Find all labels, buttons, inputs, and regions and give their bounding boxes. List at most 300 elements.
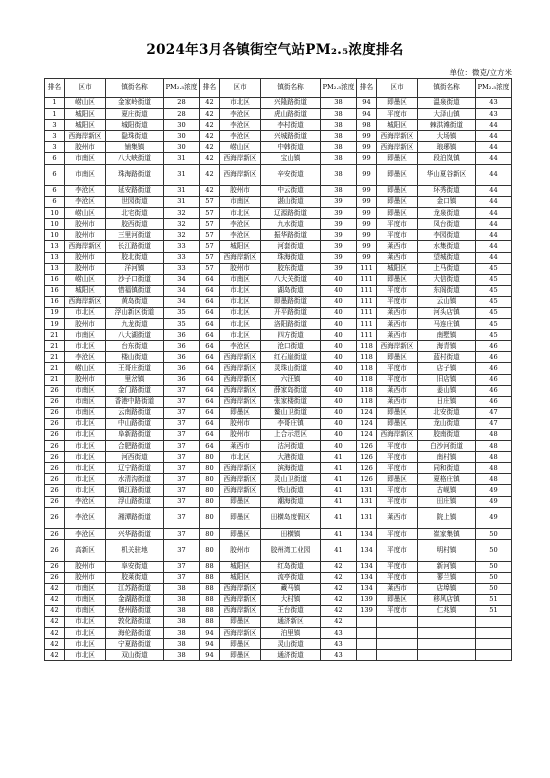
header-district: 区市 <box>65 79 106 98</box>
table-row <box>45 572 512 583</box>
town-cell: 金口镇 <box>418 197 476 208</box>
district-cell: 胶州市 <box>65 319 106 330</box>
pm25-cell: 44 <box>476 252 512 263</box>
district-cell: 胶州市 <box>65 561 106 572</box>
town-cell: 龙山街道 <box>418 418 476 429</box>
pm25-cell: 42 <box>321 572 357 583</box>
pm25-cell: 48 <box>476 452 512 463</box>
district-cell: 平度市 <box>377 219 418 230</box>
rank-cell: 42 <box>45 628 65 639</box>
pm25-cell: 41 <box>321 474 357 485</box>
town-cell: 登州路街道 <box>106 605 164 616</box>
district-cell: 即墨区 <box>377 407 418 418</box>
town-cell: 滨海街道 <box>261 463 321 474</box>
pm25-cell: 41 <box>321 507 357 528</box>
town-cell: 楼山街道 <box>106 352 164 363</box>
pm25-cell: 40 <box>321 274 357 285</box>
district-cell: 平度市 <box>377 463 418 474</box>
rank-cell: 131 <box>357 496 377 507</box>
pm25-cell: 32 <box>164 219 200 230</box>
district-cell: 即墨区 <box>220 617 261 628</box>
town-cell: 店子镇 <box>418 363 476 374</box>
rank-cell: 26 <box>45 474 65 485</box>
rank-cell: 42 <box>200 131 220 142</box>
table-row <box>45 219 512 230</box>
rank-cell: 64 <box>200 285 220 296</box>
pm25-cell: 42 <box>321 594 357 605</box>
district-cell: 西海岸新区 <box>65 241 106 252</box>
town-cell: 洛阳路街道 <box>261 319 321 330</box>
pm25-cell: 37 <box>164 418 200 429</box>
town-cell: 大泽山镇 <box>418 109 476 120</box>
table-row <box>45 374 512 385</box>
town-cell: 李村街道 <box>261 120 321 131</box>
town-cell <box>418 628 476 639</box>
town-cell <box>418 650 476 661</box>
district-cell: 市北区 <box>220 285 261 296</box>
town-cell: 大村镇 <box>261 594 321 605</box>
pm25-cell: 43 <box>476 109 512 120</box>
town-cell: 南村镇 <box>418 452 476 463</box>
town-cell: 兴城路街道 <box>261 131 321 142</box>
pm25-cell: 40 <box>321 341 357 352</box>
district-cell: 平度市 <box>377 496 418 507</box>
rank-cell: 111 <box>357 274 377 285</box>
pm25-cell: 44 <box>476 185 512 196</box>
pm25-cell: 37 <box>164 452 200 463</box>
town-cell: 鳌山卫街道 <box>261 407 321 418</box>
district-cell: 市北区 <box>65 341 106 352</box>
town-cell: 延安路街道 <box>106 185 164 196</box>
town-cell: 机关驻地 <box>106 540 164 561</box>
town-cell: 辽源路街道 <box>261 208 321 219</box>
district-cell: 平度市 <box>377 529 418 540</box>
header-district: 区市 <box>377 79 418 98</box>
town-cell <box>418 639 476 650</box>
town-cell: 北宅街道 <box>106 208 164 219</box>
pm25-cell: 36 <box>164 341 200 352</box>
pm25-cell: 50 <box>476 583 512 594</box>
pm25-cell: 41 <box>321 452 357 463</box>
pm25-cell: 51 <box>476 605 512 616</box>
rank-cell: 111 <box>357 330 377 341</box>
table-row <box>45 496 512 507</box>
table-row <box>45 296 512 307</box>
rank-cell: 99 <box>357 153 377 164</box>
district-cell: 平度市 <box>377 285 418 296</box>
rank-cell: 64 <box>200 374 220 385</box>
town-cell: 胶东街道 <box>261 263 321 274</box>
rank-cell: 111 <box>357 285 377 296</box>
pm25-cell: 42 <box>321 561 357 572</box>
rank-cell: 118 <box>357 396 377 407</box>
town-cell: 沙子口街道 <box>106 274 164 285</box>
table-row <box>45 474 512 485</box>
town-cell: 夏庄街道 <box>106 109 164 120</box>
rank-cell: 26 <box>45 572 65 583</box>
rank-cell: 42 <box>200 164 220 185</box>
town-cell: 八大关街道 <box>261 274 321 285</box>
rank-cell: 80 <box>200 485 220 496</box>
pm25-cell <box>476 628 512 639</box>
pm25-cell: 39 <box>321 197 357 208</box>
rank-cell: 57 <box>200 252 220 263</box>
pm25-cell: 36 <box>164 363 200 374</box>
district-cell: 胶州市 <box>65 219 106 230</box>
pm25-cell: 46 <box>476 374 512 385</box>
pm25-cell: 42 <box>321 617 357 628</box>
pm25-cell: 41 <box>321 540 357 561</box>
pm25-cell: 46 <box>476 352 512 363</box>
rank-cell: 131 <box>357 485 377 496</box>
pm25-cell: 49 <box>476 485 512 496</box>
district-cell: 市北区 <box>220 98 261 109</box>
pm25-cell: 38 <box>164 605 200 616</box>
table-row <box>45 396 512 407</box>
pm25-cell: 51 <box>476 594 512 605</box>
district-cell: 市北区 <box>65 639 106 650</box>
district-cell: 莱西市 <box>377 330 418 341</box>
pm25-cell: 37 <box>164 572 200 583</box>
town-cell: 世园街道 <box>106 197 164 208</box>
pm25-cell: 40 <box>321 407 357 418</box>
town-cell: 阜新路街道 <box>106 430 164 441</box>
district-cell: 胶州市 <box>65 142 106 153</box>
district-cell: 平度市 <box>377 561 418 572</box>
rank-cell: 26 <box>45 496 65 507</box>
rank-cell <box>357 617 377 628</box>
town-cell: 大场镇 <box>418 131 476 142</box>
rank-cell: 26 <box>45 441 65 452</box>
district-cell: 胶州市 <box>65 374 106 385</box>
town-cell: 北安街道 <box>418 407 476 418</box>
town-cell: 合肥路街道 <box>106 441 164 452</box>
pm25-cell: 30 <box>164 142 200 153</box>
pm25-cell: 45 <box>476 274 512 285</box>
rank-cell: 99 <box>357 230 377 241</box>
rank-cell: 64 <box>200 441 220 452</box>
pm25-cell <box>476 617 512 628</box>
rank-cell: 118 <box>357 363 377 374</box>
district-cell: 市北区 <box>65 474 106 485</box>
pm25-cell: 46 <box>476 396 512 407</box>
district-cell: 市南区 <box>65 583 106 594</box>
town-cell: 镇江路街道 <box>106 485 164 496</box>
town-cell: 蓝村街道 <box>418 352 476 363</box>
town-cell: 海伦路街道 <box>106 628 164 639</box>
district-cell: 即墨区 <box>377 274 418 285</box>
rank-cell: 118 <box>357 385 377 396</box>
table-row <box>45 463 512 474</box>
rank-cell: 99 <box>357 208 377 219</box>
pm25-cell: 44 <box>476 120 512 131</box>
district-cell: 平度市 <box>377 109 418 120</box>
pm25-cell: 40 <box>321 319 357 330</box>
town-cell: 王台街道 <box>261 605 321 616</box>
district-cell: 胶州市 <box>220 263 261 274</box>
pm25-cell: 48 <box>476 463 512 474</box>
town-cell: 胶南街道 <box>418 430 476 441</box>
table-row <box>45 430 512 441</box>
district-cell: 即墨区 <box>377 418 418 429</box>
district-cell: 市南区 <box>65 330 106 341</box>
rank-cell: 10 <box>45 208 65 219</box>
rank-cell: 99 <box>357 131 377 142</box>
rank-cell: 98 <box>357 120 377 131</box>
rank-cell <box>357 639 377 650</box>
pm25-cell: 37 <box>164 441 200 452</box>
district-cell: 即墨区 <box>220 507 261 528</box>
district-cell: 西海岸新区 <box>220 485 261 496</box>
pm25-cell: 38 <box>164 639 200 650</box>
town-cell: 流亭街道 <box>261 572 321 583</box>
pm25-cell: 45 <box>476 307 512 318</box>
district-cell: 西海岸新区 <box>220 374 261 385</box>
rank-cell: 111 <box>357 319 377 330</box>
town-cell: 三里河街道 <box>106 230 164 241</box>
district-cell: 胶州市 <box>65 252 106 263</box>
town-cell: 李哥庄镇 <box>261 418 321 429</box>
rank-cell: 13 <box>45 252 65 263</box>
rank-cell: 42 <box>45 594 65 605</box>
table-row <box>45 164 512 185</box>
district-cell: 城阳区 <box>220 561 261 572</box>
town-cell: 大港街道 <box>261 452 321 463</box>
pm25-cell: 30 <box>164 131 200 142</box>
pm25-cell: 44 <box>476 230 512 241</box>
district-cell: 城阳区 <box>220 572 261 583</box>
district-cell: 平度市 <box>377 605 418 616</box>
rank-cell: 64 <box>200 363 220 374</box>
pm25-cell: 32 <box>164 230 200 241</box>
pm25-cell: 31 <box>164 185 200 196</box>
town-cell: 云南路街道 <box>106 407 164 418</box>
district-cell <box>377 628 418 639</box>
pm25-cell: 40 <box>321 296 357 307</box>
rank-cell: 26 <box>45 485 65 496</box>
pm25-cell: 44 <box>476 153 512 164</box>
unit-label: 单位：微克/立方米 <box>449 68 512 77</box>
district-cell: 即墨区 <box>377 164 418 185</box>
town-cell: 台东街道 <box>106 341 164 352</box>
district-cell: 平度市 <box>377 485 418 496</box>
pm25-cell: 33 <box>164 252 200 263</box>
town-cell: 沧口街道 <box>261 341 321 352</box>
pm25-cell: 45 <box>476 285 512 296</box>
pm25-cell: 40 <box>321 285 357 296</box>
town-cell: 白沙河街道 <box>418 441 476 452</box>
rank-cell: 88 <box>200 594 220 605</box>
table-row <box>45 418 512 429</box>
town-cell: 中山路街道 <box>106 418 164 429</box>
table-row <box>45 617 512 628</box>
pm25-cell: 41 <box>321 529 357 540</box>
pm25-cell: 39 <box>321 219 357 230</box>
pm25-cell: 44 <box>476 197 512 208</box>
town-cell: 珠海路街道 <box>106 164 164 185</box>
district-cell: 即墨区 <box>377 594 418 605</box>
rank-cell: 57 <box>200 219 220 230</box>
rank-cell: 6 <box>45 153 65 164</box>
rank-cell: 88 <box>200 583 220 594</box>
district-cell: 西海岸新区 <box>220 385 261 396</box>
rank-cell: 80 <box>200 474 220 485</box>
district-cell: 平度市 <box>377 296 418 307</box>
rank-cell: 64 <box>200 296 220 307</box>
town-cell: 崔家集镇 <box>418 529 476 540</box>
district-cell: 胶州市 <box>65 572 106 583</box>
town-cell: 振华路街道 <box>261 230 321 241</box>
district-cell: 李沧区 <box>220 341 261 352</box>
table-row <box>45 341 512 352</box>
pm25-cell: 37 <box>164 474 200 485</box>
district-cell: 平度市 <box>377 572 418 583</box>
pm25-cell: 33 <box>164 241 200 252</box>
pm25-cell: 50 <box>476 572 512 583</box>
district-cell: 西海岸新区 <box>220 474 261 485</box>
town-cell: 上合示范区 <box>261 430 321 441</box>
pm25-cell: 37 <box>164 407 200 418</box>
table-row <box>45 507 512 528</box>
town-cell: 辽宁路街道 <box>106 463 164 474</box>
town-cell: 院上镇 <box>418 507 476 528</box>
district-cell: 西海岸新区 <box>377 142 418 153</box>
district-cell: 李沧区 <box>220 230 261 241</box>
town-cell: 李园街道 <box>418 230 476 241</box>
table-row <box>45 197 512 208</box>
rank-cell: 99 <box>357 252 377 263</box>
pm25-cell: 37 <box>164 385 200 396</box>
pm25-cell: 46 <box>476 385 512 396</box>
town-cell: 潮海街道 <box>261 496 321 507</box>
header-rank: 排名 <box>45 79 65 98</box>
district-cell: 平度市 <box>377 363 418 374</box>
pm25-cell: 34 <box>164 296 200 307</box>
town-cell: 东阁街道 <box>418 285 476 296</box>
district-cell: 市北区 <box>220 330 261 341</box>
town-cell: 通济新区 <box>261 617 321 628</box>
rank-cell: 26 <box>45 385 65 396</box>
town-cell: 龙泉街道 <box>418 208 476 219</box>
town-cell: 河头店镇 <box>418 307 476 318</box>
district-cell: 即墨区 <box>377 208 418 219</box>
town-cell: 里岔镇 <box>106 374 164 385</box>
town-cell: 双山街道 <box>106 650 164 661</box>
pm25-cell: 40 <box>321 441 357 452</box>
rank-cell: 88 <box>200 572 220 583</box>
rank-cell: 42 <box>45 583 65 594</box>
town-cell: 段泊岚镇 <box>418 153 476 164</box>
pm25-cell: 43 <box>476 98 512 109</box>
district-cell: 莱西市 <box>377 319 418 330</box>
district-cell: 李沧区 <box>65 352 106 363</box>
rank-cell: 131 <box>357 507 377 528</box>
rank-cell: 42 <box>45 605 65 616</box>
pm25-cell: 50 <box>476 529 512 540</box>
rank-cell: 111 <box>357 263 377 274</box>
town-cell: 棘洪滩街道 <box>418 120 476 131</box>
page-title: 2024年3月各镇街空气站PM₂.₅浓度排名 <box>146 42 404 58</box>
town-cell: 兴隆路街道 <box>261 98 321 109</box>
header-town: 镇街名称 <box>261 79 321 98</box>
pm25-cell: 45 <box>476 330 512 341</box>
district-cell: 李沧区 <box>220 109 261 120</box>
rank-cell: 80 <box>200 496 220 507</box>
pm25-cell: 37 <box>164 507 200 528</box>
district-cell: 西海岸新区 <box>65 296 106 307</box>
rank-cell: 64 <box>200 319 220 330</box>
rank-cell: 126 <box>357 474 377 485</box>
town-cell: 阜安街道 <box>106 561 164 572</box>
town-cell: 中云街道 <box>261 185 321 196</box>
table-row <box>45 185 512 196</box>
pm25-cell: 34 <box>164 274 200 285</box>
table-row <box>45 131 512 142</box>
district-cell: 莱西市 <box>377 507 418 528</box>
rank-cell: 26 <box>45 407 65 418</box>
town-cell: 仁兆镇 <box>418 605 476 616</box>
pm25-cell: 39 <box>321 241 357 252</box>
district-cell: 市北区 <box>220 307 261 318</box>
table-row <box>45 594 512 605</box>
rank-cell: 26 <box>45 507 65 528</box>
rank-cell: 26 <box>45 396 65 407</box>
rank-cell: 80 <box>200 529 220 540</box>
town-cell: 灵珠山街道 <box>261 363 321 374</box>
district-cell: 李沧区 <box>65 529 106 540</box>
town-cell: 田横镇 <box>261 529 321 540</box>
town-cell: 古岘镇 <box>418 485 476 496</box>
rank-cell: 124 <box>357 407 377 418</box>
pm25-cell: 40 <box>321 418 357 429</box>
town-cell: 铁山街道 <box>261 485 321 496</box>
table-row <box>45 385 512 396</box>
town-cell: 即墨路街道 <box>261 296 321 307</box>
town-cell: 通济街道 <box>261 650 321 661</box>
district-cell: 即墨区 <box>377 474 418 485</box>
district-cell: 即墨区 <box>377 352 418 363</box>
rank-cell: 64 <box>200 352 220 363</box>
town-cell: 大信街道 <box>418 274 476 285</box>
town-cell: 田横岛度假区 <box>261 507 321 528</box>
pm25-cell: 35 <box>164 307 200 318</box>
district-cell: 李沧区 <box>65 496 106 507</box>
rank-cell: 6 <box>45 164 65 185</box>
town-cell: 黄岛街道 <box>106 296 164 307</box>
town-cell: 红石崖街道 <box>261 352 321 363</box>
pm25-cell: 40 <box>321 374 357 385</box>
district-cell: 市南区 <box>65 153 106 164</box>
town-cell: 宝山镇 <box>261 153 321 164</box>
district-cell: 城阳区 <box>377 120 418 131</box>
town-cell: 湛山街道 <box>261 197 321 208</box>
town-cell: 沽河街道 <box>261 441 321 452</box>
district-cell: 平度市 <box>377 230 418 241</box>
rank-cell: 26 <box>45 561 65 572</box>
town-cell: 南墅镇 <box>418 330 476 341</box>
district-cell: 市北区 <box>65 650 106 661</box>
district-cell: 莱西市 <box>377 396 418 407</box>
district-cell: 市北区 <box>65 418 106 429</box>
rank-cell: 21 <box>45 352 65 363</box>
district-cell: 平度市 <box>377 441 418 452</box>
rank-cell: 10 <box>45 230 65 241</box>
rank-cell: 6 <box>45 185 65 196</box>
rank-cell: 1 <box>45 98 65 109</box>
pm25-cell: 44 <box>476 131 512 142</box>
town-cell: 泊里镇 <box>261 628 321 639</box>
district-cell: 西海岸新区 <box>220 164 261 185</box>
